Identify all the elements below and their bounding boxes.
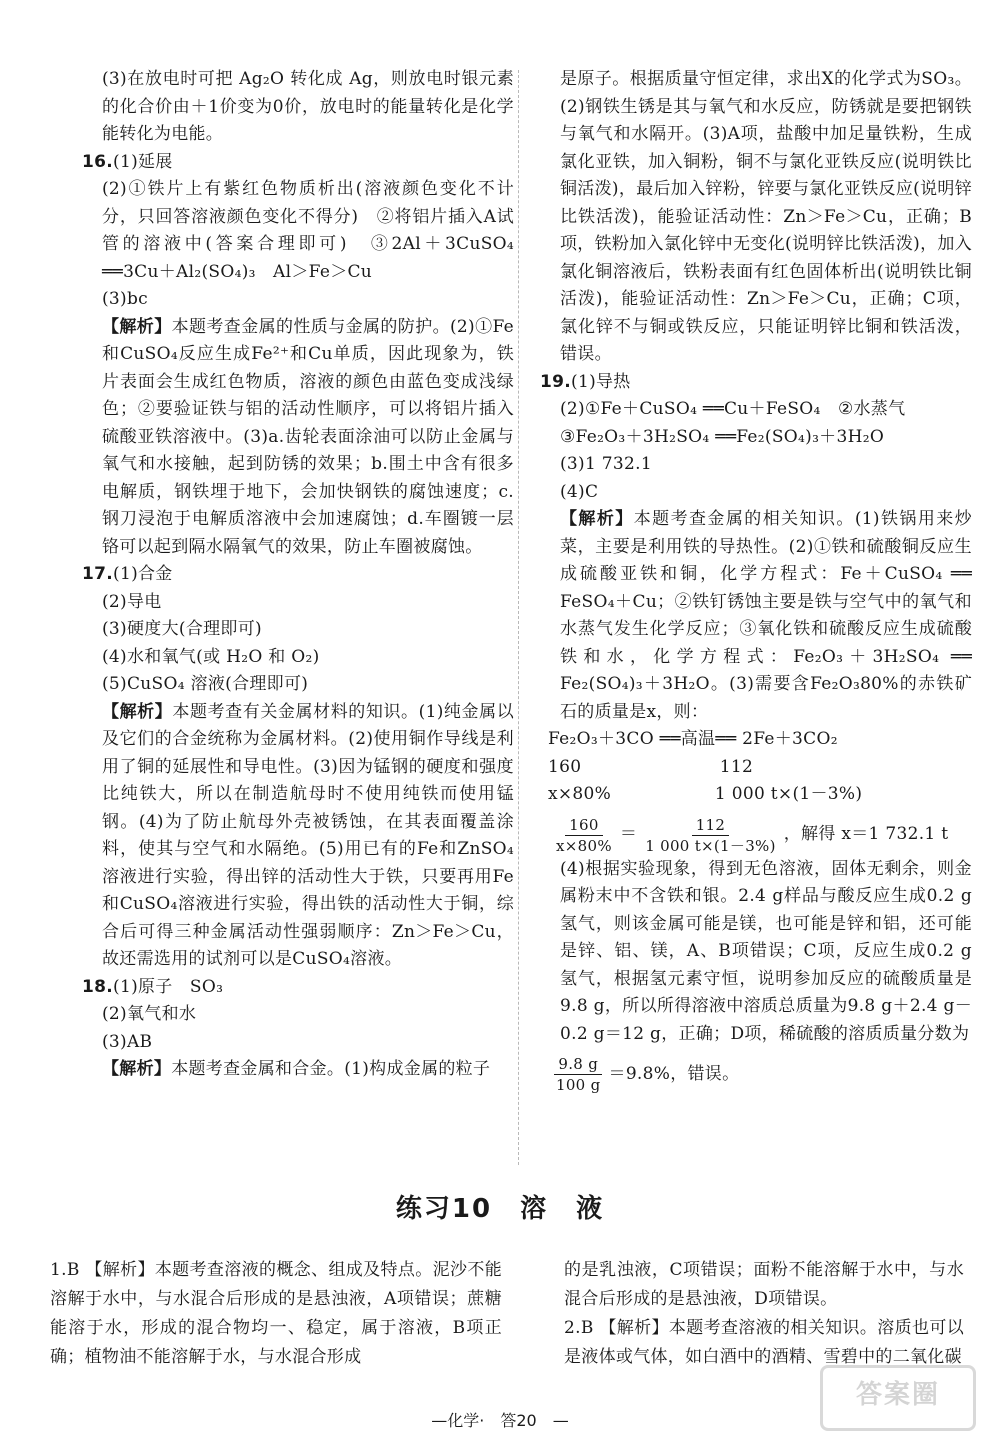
q19-answer-3: (3)1 732.1 [560,454,652,474]
q2-answer: 2.B 【解析】本题考查溶液的相关知识。溶质也可以是液体或气体，如白酒中的酒精、雪碧中的二氧化碳 [564,1318,964,1367]
q16-answer-2: (2)①铁片上有紫红色物质析出(溶液颜色变化不计分，只回答溶液颜色变化不得分) ②将铝片插入A试管的溶液中(答案合理即可) ③2Al＋3CuSO₄ ══3Cu＋Al₂(SO₄)₃ Al＞Fe＞Cu [102,179,514,282]
q1-answer-continued: 的是乳浊液，C项错误；面粉不能溶解于水中，与水混合后形成的是悬浊液，D项错误。 [564,1260,964,1309]
q1-answer: 1.B 【解析】本题考查溶液的概念、组成及特点。泥沙不能溶解于水中，与水混合后形成的是悬浊液，A项错误；蔗糖能溶于水，形成的混合物均一、稳定，属于溶液，B项正确；植物油不能溶解于水，与水混合形成 [50,1260,502,1367]
q17-answer-5: (5)CuSO₄ 溶液(合理即可) [102,674,309,694]
intro-paragraph: (3)在放电时可把 Ag₂O 转化成 Ag，则放电时银元素的化合价由＋1价变为0价，放电时的能量转化是化学能转化为电能。 [102,69,514,144]
bottom-right-column [564,1256,964,1372]
q19-answer-2: (2)①Fe＋CuSO₄ ══Cu＋FeSO₄ ②水蒸气 [560,399,906,419]
left-column [82,66,514,1176]
q16-analysis-text: 本题考查金属的性质与金属的防护。(2)①Fe和CuSO₄反应生成Fe²⁺和Cu单质，因此现象为，铁片表面会生成红色物质，溶液的颜色由蓝色变成浅绿色；②要验证铁与铝的活动性顺序，可以将铝片插入硫酸亚铁溶液中。(3)a.齿轮表面涂油可以防止金属与氧气和水接触，起到防锈的效果；b.围土中含有很多电解质，钢铁埋于地下，会加快钢铁的腐蚀速度；c.钢刀浸泡于电解质溶液中会加速腐蚀；d.车圈镀一层铬可以起到隔水隔氧气的效果，防止车圈被腐蚀。 [102,316,515,557]
watermark-logo: 答案圈 [820,1365,976,1431]
q18-a1: (1)原子 SO₃ [113,976,224,997]
bottom-left-column [50,1256,502,1372]
q17-answer-3: (3)硬度大(合理即可) [102,619,262,639]
analysis-tag: 【解析】 [102,1059,172,1079]
q19-number: 19. [540,371,572,392]
q19-answer-4: (4)C [560,481,599,502]
q16-analysis [82,314,514,562]
q19-a1: (1)导热 [571,371,631,392]
q19-analysis-4: (4)根据实验现象，得到无色溶液，固体无剩余，则金属粉末中不含铁和银。2.4 g样品与酸反应生成0.2 g氢气，则该金属可能是镁，也可能是锌和铝，还可能是锌、铝、镁，A、B项错误；C项，反应生成0.2 g氢气，根据氢元素守恒，说明参加反应的硫酸质量是9.8 g，所以所得溶液中溶质总质量为9.8 g＋2.4 g－0.2 g＝12 g，正确；D项，稀硫酸的溶质质量分数为 [560,858,972,1044]
page-footer: —化学· 答20 — [431,1411,569,1430]
analysis-tag: 【解析】 [102,316,172,337]
section-title: 练习10 溶 液 [395,1194,605,1224]
equation-line: Fe₂O₃＋3CO ══高温══ 2Fe＋3CO₂ [548,729,838,749]
column-divider [518,70,519,1165]
proportion-line: $\frac{160}{x\times 80\%}$ ＝ $\frac{112}{1 000 t\times(1-3\%)}$ ，解得 x＝1 732.1 t [540,815,972,856]
proportion-result: ，解得 x＝1 732.1 t [783,824,949,845]
q18-analysis [82,1056,514,1084]
equation-quantities: x×80% 1 000 t×(1－3%) [548,784,863,804]
equation-molar-masses: 160 112 [548,756,754,777]
q19-analysis [540,506,972,726]
q17-answer-2: (2)导电 [102,591,162,612]
q17-a1: (1)合金 [113,564,173,584]
q16-a1: (1)延展 [113,151,173,172]
q17-answer-4: (4)水和氧气(或 H₂O 和 O₂) [102,646,320,667]
q19-analysis-text: 本题考查金属的相关知识。(1)铁锅用来炒菜，主要是利用铁的导热性。(2)①铁和硫酸铜反应生成硫酸亚铁和铜，化学方程式：Fe＋CuSO₄ ══ FeSO₄＋Cu；②铁钉锈蚀主要是铁与空气中的氧气和水蒸气发生化学反应；③氧化铁和硫酸反应生成硫酸铁和水，化学方程式：Fe₂O₃＋3H₂SO₄ ══ Fe₂(SO₄)₃＋3H₂O。(3)需要含Fe₂O₃80%的赤铁矿石的质量是x，则： [560,509,972,722]
right-column [540,66,972,1095]
q18-answer-1 [82,974,514,1002]
q18-number: 18. [82,976,114,997]
fraction-left: $\frac{160}{x\times 80\%}$ [556,815,612,855]
q16-answer-3: (3)bc [102,289,148,309]
q17-answer-1 [82,561,514,589]
fraction-mass: $\frac{9.8 g}{100 g}$ [556,1055,601,1094]
q18-analysis-text: 本题考查金属和合金。(1)构成金属的粒子 [171,1059,491,1079]
q18-analysis-continued: 是原子。根据质量守恒定律，求出X的化学式为SO₃。(2)钢铁生锈是其与氧气和水反应，防锈就是要把钢铁与氧气和水隔开。(3)A项，盐酸中加足量铁粉，生成氯化亚铁，加入铜粉，铜不与氯化亚铁反应(说明铁比铜活泼)，最后加入锌粉，锌要与氯化亚铁反应(说明锌比铁活泼)，能验证活动性：Zn＞Fe＞Cu，正确；B项，铁粉加入氯化锌中无变化(说明锌比铁活泼)，加入氯化铜溶液后，铁粉表面有红色固体析出(说明铁比铜活泼)，能验证活动性：Zn＞Fe＞Cu，正确；C项，氯化锌不与铜或铁反应，只能证明锌比铜和铁活泼，错误。 [560,69,972,364]
q17-analysis [82,699,514,974]
q18-answer-3: (3)AB [102,1031,153,1052]
q17-analysis-text: 本题考查有关金属材料的知识。(1)纯金属以及它们的合金统称为金属材料。(2)使用铜作导线是利用了铜的延展性和导电性。(3)因为锰钢的硬度和强度比纯铁大，所以在制造航母时不使用纯铁而使用锰钢。(4)为了防止航母外壳被锈蚀，在其表面覆盖涂料，使其与空气和水隔绝。(5)用已有的Fe和ZnSO₄溶液进行实验，得出锌的活动性大于铁，只要再用Fe和CuSO₄溶液进行实验，得出铁的活动性大于铜，综合后可得三种金属活动性强弱顺序：Zn＞Fe＞Cu，故还需选用的试剂可以是CuSO₄溶液。 [102,701,514,969]
q18-answer-2: (2)氧气和水 [102,1004,197,1024]
q16-number: 16. [82,151,114,172]
q17-number: 17. [82,564,114,584]
q16-answer-1 [82,149,514,177]
mass-fraction-line [540,1054,972,1095]
analysis-tag: 【解析】 [102,701,173,722]
fraction-right: $\frac{112}{1 000 t\times(1-3\%)}$ [645,815,776,855]
mass-fraction-result: ＝9.8%，错误。 [608,1063,740,1084]
q19-answer-2b: ③Fe₂O₃＋3H₂SO₄ ══Fe₂(SO₄)₃＋3H₂O [560,426,885,447]
analysis-tag: 【解析】 [560,509,634,529]
q19-answer-1 [540,369,972,397]
